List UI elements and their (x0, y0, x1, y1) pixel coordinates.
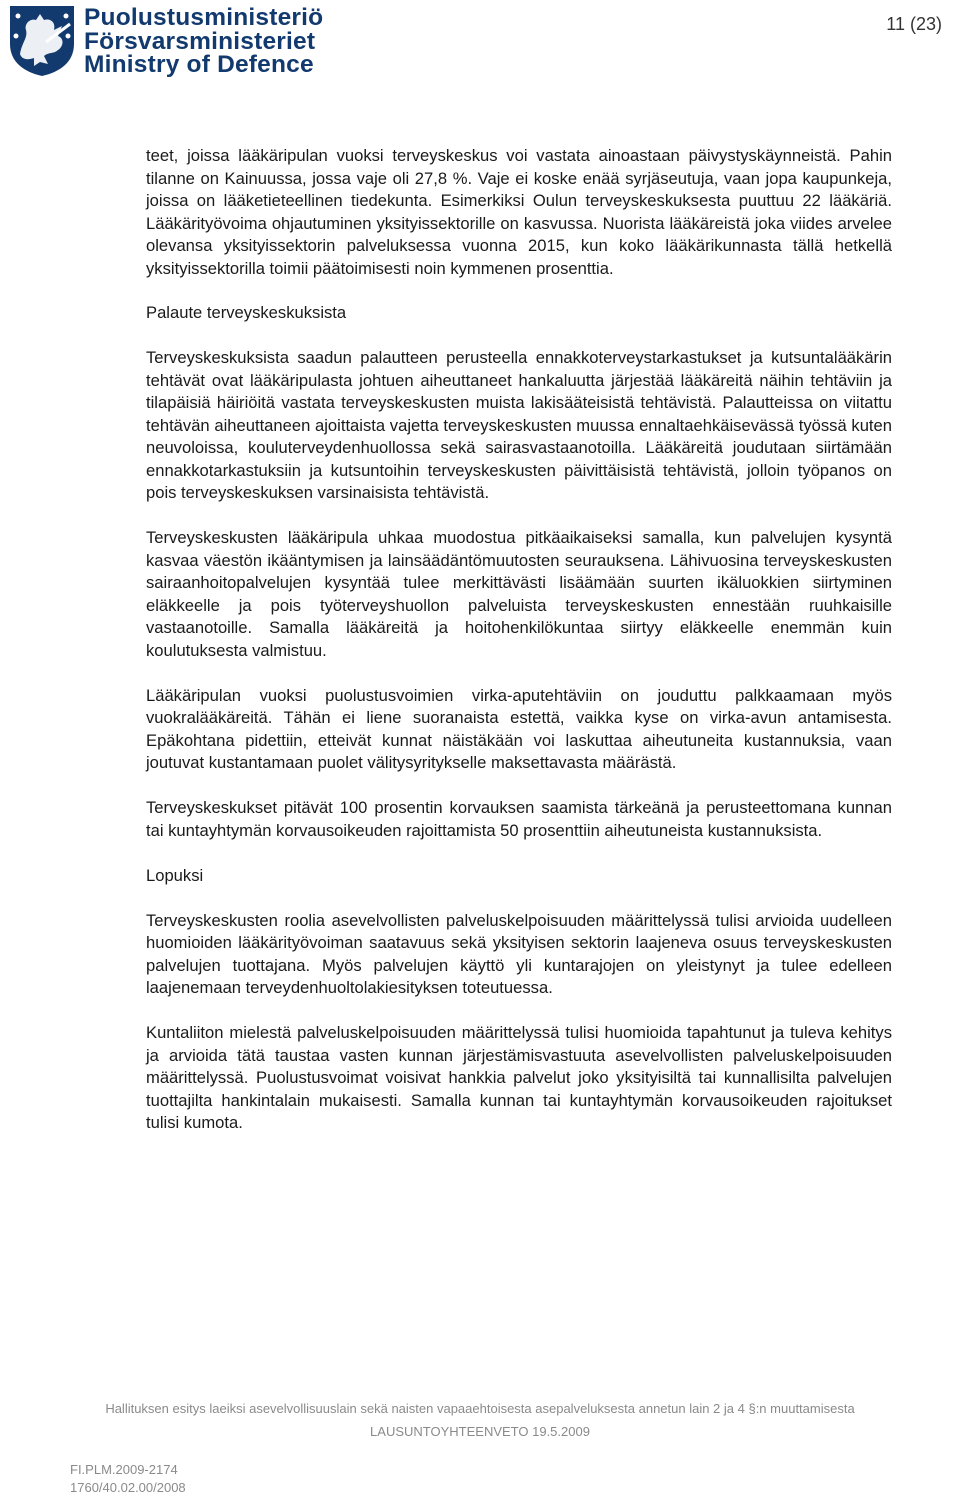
ministry-name-en: Ministry of Defence (84, 51, 314, 78)
paragraph-feedback: Terveyskeskuksista saadun palautteen perusteella ennakkoterveystarkastukset ja kutsuntalääkärin tehtävät ovat lääkäripulasta johtuen aiheuttaneet hankaluutta järjestää lääkäreitä näihin tehtäviin ja tilapäisiä häiriöitä vastata terveyskeskusten muista lakisääteisistä tehtävistä. Palautteissa on viitattu tehtävän aiheuttaneen ajoittaista vajetta terveyskeskusten muussa ennaltaehkäisevässä työssä kuten neuvoloissa, kouluterveydenhuollossa sekä sairasvastaanotoilla. Lääkäreitä joudutaan siirtämään ennakkotarkastuksiin ja kutsuntoihin terveyskeskusten päivittäisistä tehtävistä, jolloin työpanos on pois terveyskeskuksen varsinaisista tehtävistä. (146, 348, 892, 502)
heading-conclusion: Lopuksi (146, 865, 204, 885)
paragraph-shortage: Terveyskeskusten lääkäripula uhkaa muodostua pitkäaikaiseksi samalla, kun palvelujen kysyntä kasvaa väestön ikääntymisen ja lainsäädäntömuutosten seurauksena. Lähivuosina terveyskeskusten sairaanhoitopalvelujen kysyntää tulee merkittävästi lisäämään suurten ikäluokkien siirtyminen eläkkeelle ja pois työterveyshuollon palveluista terveyskeskusten ennestään ruuhkaisille vastaanotoille. Samalla lääkäreitä ja hoitohenkilökuntaa siirtyy eläkkeelle enemmän kuin koulutuksesta valmistuu. (146, 528, 892, 660)
page-header (0, 0, 960, 90)
footer-bill-title: Hallituksen esitys laeiksi asevelvollisuuslain sekä naisten vapaaehtoisesta asepalveluksesta annetun lain 2 ja 4 §:n muuttamisesta (105, 1401, 855, 1416)
document-body (146, 145, 892, 1157)
footer-reference (70, 1461, 186, 1497)
paragraph-compensation: Terveyskeskukset pitävät 100 prosentin korvauksen saamista tärkeänä ja perusteettomana kunnan tai kuntayhtymän korvausoikeuden rajoittamista 50 prosenttiin aiheutuneista kustannuksista. (146, 798, 892, 840)
footer-ref-number: 1760/40.02.00/2008 (70, 1480, 186, 1495)
ministry-name (84, 6, 323, 77)
page-number: 11 (23) (886, 14, 942, 34)
heading-feedback: Palaute terveyskeskuksista (146, 303, 347, 322)
footer-ref-case: FI.PLM.2009-2174 (70, 1462, 178, 1477)
paragraph-locum: Lääkäripulan vuoksi puolustusvoimien virka-aputehtäviin on jouduttu palkkaamaan myös vuokralääkäreitä. Tähän ei liene suoranaista estettä, vaikka kyse on virka-avun antamisesta. Epäkohtana pidettiin, etteivät kunnat näistäkään voi laskuttaa aiheutuneita kustannuksia, vaan joutuvat kustantamaan puolet välitysyritykselle maksettavasta määrästä. (146, 685, 892, 772)
paragraph-workforce: teet, joissa lääkäripulan vuoksi terveyskeskus voi vastata ainoastaan päivystyskäynneistä. Pahin tilanne on Kainuussa, jossa vaje oli 27,8 %. Vaje ei koske enää syrjäseutuja, vaan jopa kaupunkeja, joissa on lääketieteellinen tiedekunta. Esimerkiksi Oulun terveyskeskuksesta puuttuu 22 lääkäriä. Lääkärityövoima ohjautuminen yksityissektorille on kasvussa. Nuorista lääkäreistä joka viides arvelee olevansa yksityissektorin palveluksessa vuonna 2015, kun koko lääkärikunnasta tällä hetkellä yksityissektorilla toimii päätoimisesti noin kymmenen prosenttia. (146, 146, 892, 278)
footer-summary-date: LAUSUNTOYHTEENVETO 19.5.2009 (370, 1424, 590, 1439)
coat-of-arms-lion-icon (4, 2, 80, 78)
paragraph-role: Terveyskeskusten roolia asevelvollisten palveluskelpoisuuden määrittelyssä tulisi arvioida uudelleen huomioiden lääkärityövoiman saatavuus sekä yksityisen sektorin laajeneva osuus terveyskeskusten palvelujen tuottajana. Myös palvelujen käyttö yli kuntarajojen on yleistynyt ja tulee edelleen laajenemaan terveydenhuoltolakiesityksen toteutuessa. (146, 910, 892, 997)
ministry-name-sv: Försvarsministeriet (84, 27, 316, 55)
paragraph-kuntaliitto: Kuntaliiton mielestä palveluskelpoisuuden määrittelyssä tulisi huomioida tapahtunut ja tuleva kehitys ja arvioida tätä taustaa vasten kunnan järjestämisvastuuta asevelvollisten palveluskelpoisuuden määrittelyssä. Puolustusvoimat voisivat hankkia palvelut joko yksityisiltä tai kunnallisilta palvelujen tuottajilta hankintalain mukaisesti. Samalla kunnan tai kuntayhtymän korvausoikeuden rajoitukset tulisi kumota. (146, 1023, 892, 1132)
ministry-name-fi: Puolustusministeriö (84, 4, 324, 31)
